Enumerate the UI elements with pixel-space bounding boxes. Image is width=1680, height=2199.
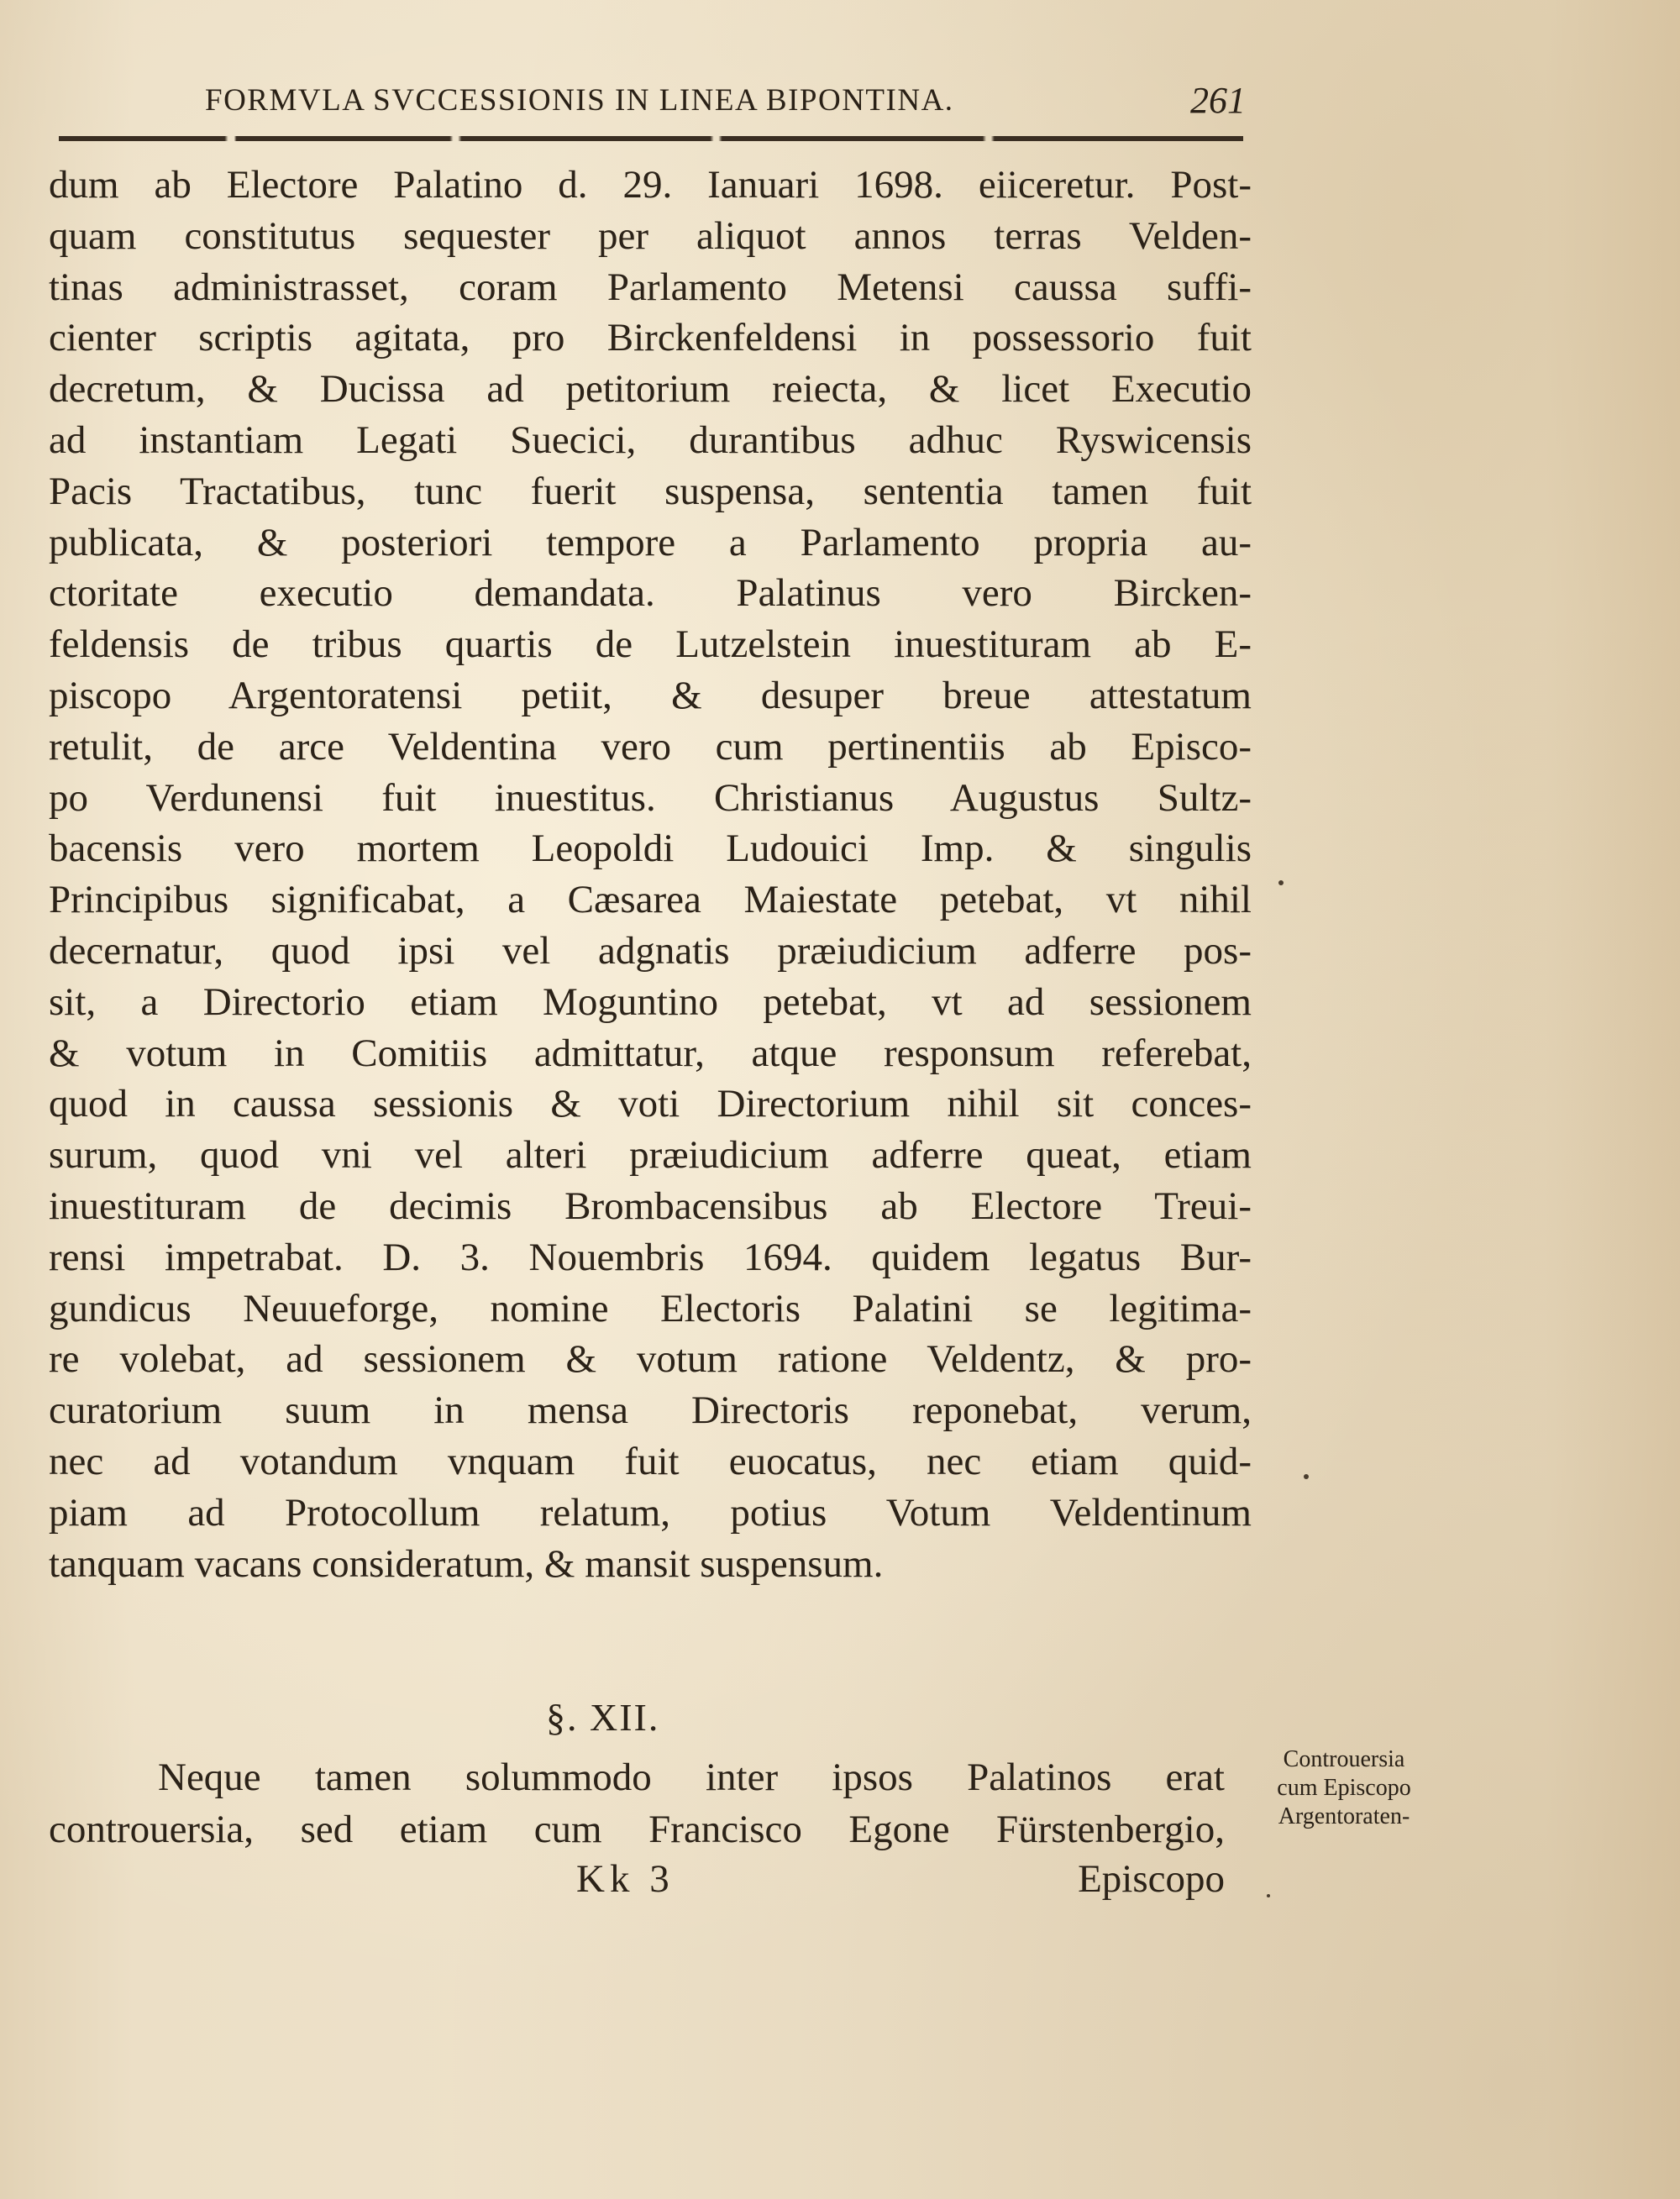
text-line: controuersia, sed etiam cum Francisco Egone Fürstenbergio, (49, 1808, 1225, 1851)
text-line: publicata, & posteriori tempore a Parlamento propria au- (49, 520, 1252, 564)
text-line: tanquam vacans consideratum, & mansit suspensum. (49, 1541, 884, 1586)
page-footer (49, 1856, 1225, 1915)
text-line: quam constitutus sequester per aliquot annos terras Velden- (49, 213, 1252, 258)
text-line: Neque tamen solummodo inter ipsos Palatinos erat (158, 1756, 1225, 1799)
text-line: sit, a Directorio etiam Moguntino petebat, vt ad sessionem (49, 979, 1252, 1024)
text-line: quod in caussa sessionis & voti Directorium nihil sit conces- (49, 1082, 1252, 1126)
ink-speck (1267, 1894, 1270, 1897)
text-line: nec ad votandum vnquam fuit euocatus, nec etiam quid- (49, 1439, 1252, 1483)
text-line: decernatur, quod ipsi vel adgnatis præiudicium adferre pos- (49, 928, 1252, 973)
text-line: piscopo Argentoratensi petiit, & desuper breue attestatum (49, 673, 1252, 717)
page-number: 261 (1190, 80, 1246, 121)
text-line: cienter scriptis agitata, pro Birckenfeldensi in possessorio fuit (49, 316, 1252, 360)
text-line: & votum in Comitiis admittatur, atque responsum referebat, (49, 1031, 1252, 1075)
main-paragraph (49, 160, 1252, 1589)
marginal-line: cum Episcopo (1277, 1775, 1411, 1801)
header-rule (59, 136, 1243, 141)
section-heading: §. XII. (546, 1696, 660, 1739)
text-line: decretum, & Ducissa ad petitorium reiecta, & licet Executio (49, 367, 1252, 412)
text-line: po Verdunensi fuit inuestitus. Christianus Augustus Sultz- (49, 775, 1252, 820)
text-line: Pacis Tractatibus, tunc fuerit suspensa, sententia tamen fuit (49, 469, 1252, 513)
text-line: gundicus Neuueforge, nomine Electoris Palatini se legitima- (49, 1286, 1252, 1330)
text-line: inuestituram de decimis Brombacensibus ab Electore Treui- (49, 1183, 1252, 1228)
text-line: ad instantiam Legati Suecici, durantibus adhuc Ryswicensis (49, 417, 1252, 462)
ink-speck (1304, 1474, 1309, 1479)
text-line: Principibus significabat, a Cæsarea Maiestate petebat, vt nihil (49, 878, 1252, 922)
ink-speck (1278, 880, 1284, 885)
text-line: piam ad Protocollum relatum, potius Votum Veldentinum (49, 1490, 1252, 1535)
text-line: bacensis vero mortem Leopoldi Ludouici Imp. & singulis (49, 827, 1252, 871)
text-line: feldensis de tribus quartis de Lutzelstein inuestituram ab E- (49, 622, 1252, 667)
text-line: retulit, de arce Veldentina vero cum pertinentiis ab Episco- (49, 724, 1252, 769)
text-line: surum, quod vni vel alteri præiudicium adferre queat, etiam (49, 1133, 1252, 1178)
catchword: Episcopo (1078, 1857, 1225, 1901)
text-line: tinas administrasset, coram Parlamento Metensi caussa suffi- (49, 265, 1252, 309)
page-header (49, 74, 1246, 133)
section-paragraph (49, 1751, 1225, 1855)
marginal-note (1239, 1745, 1449, 1831)
text-line: curatorium suum in mensa Directoris reponebat, verum, (49, 1388, 1252, 1433)
text-line: rensi impetrabat. D. 3. Nouembris 1694. quidem legatus Bur- (49, 1235, 1252, 1279)
marginal-line: Argentoraten- (1278, 1803, 1410, 1829)
marginal-line: Controuersia (1283, 1746, 1405, 1772)
text-line: dum ab Electore Palatino d. 29. Ianuari 1698. eiiceretur. Post- (49, 163, 1252, 207)
text-line: re volebat, ad sessionem & votum ratione Veldentz, & pro- (49, 1337, 1252, 1382)
running-title: FORMVLA SVCCESSIONIS IN LINEA BIPONTINA. (205, 83, 954, 118)
signature-mark: Kk 3 (576, 1857, 675, 1901)
text-line: ctoritate executio demandata. Palatinus vero Bircken- (49, 571, 1252, 616)
